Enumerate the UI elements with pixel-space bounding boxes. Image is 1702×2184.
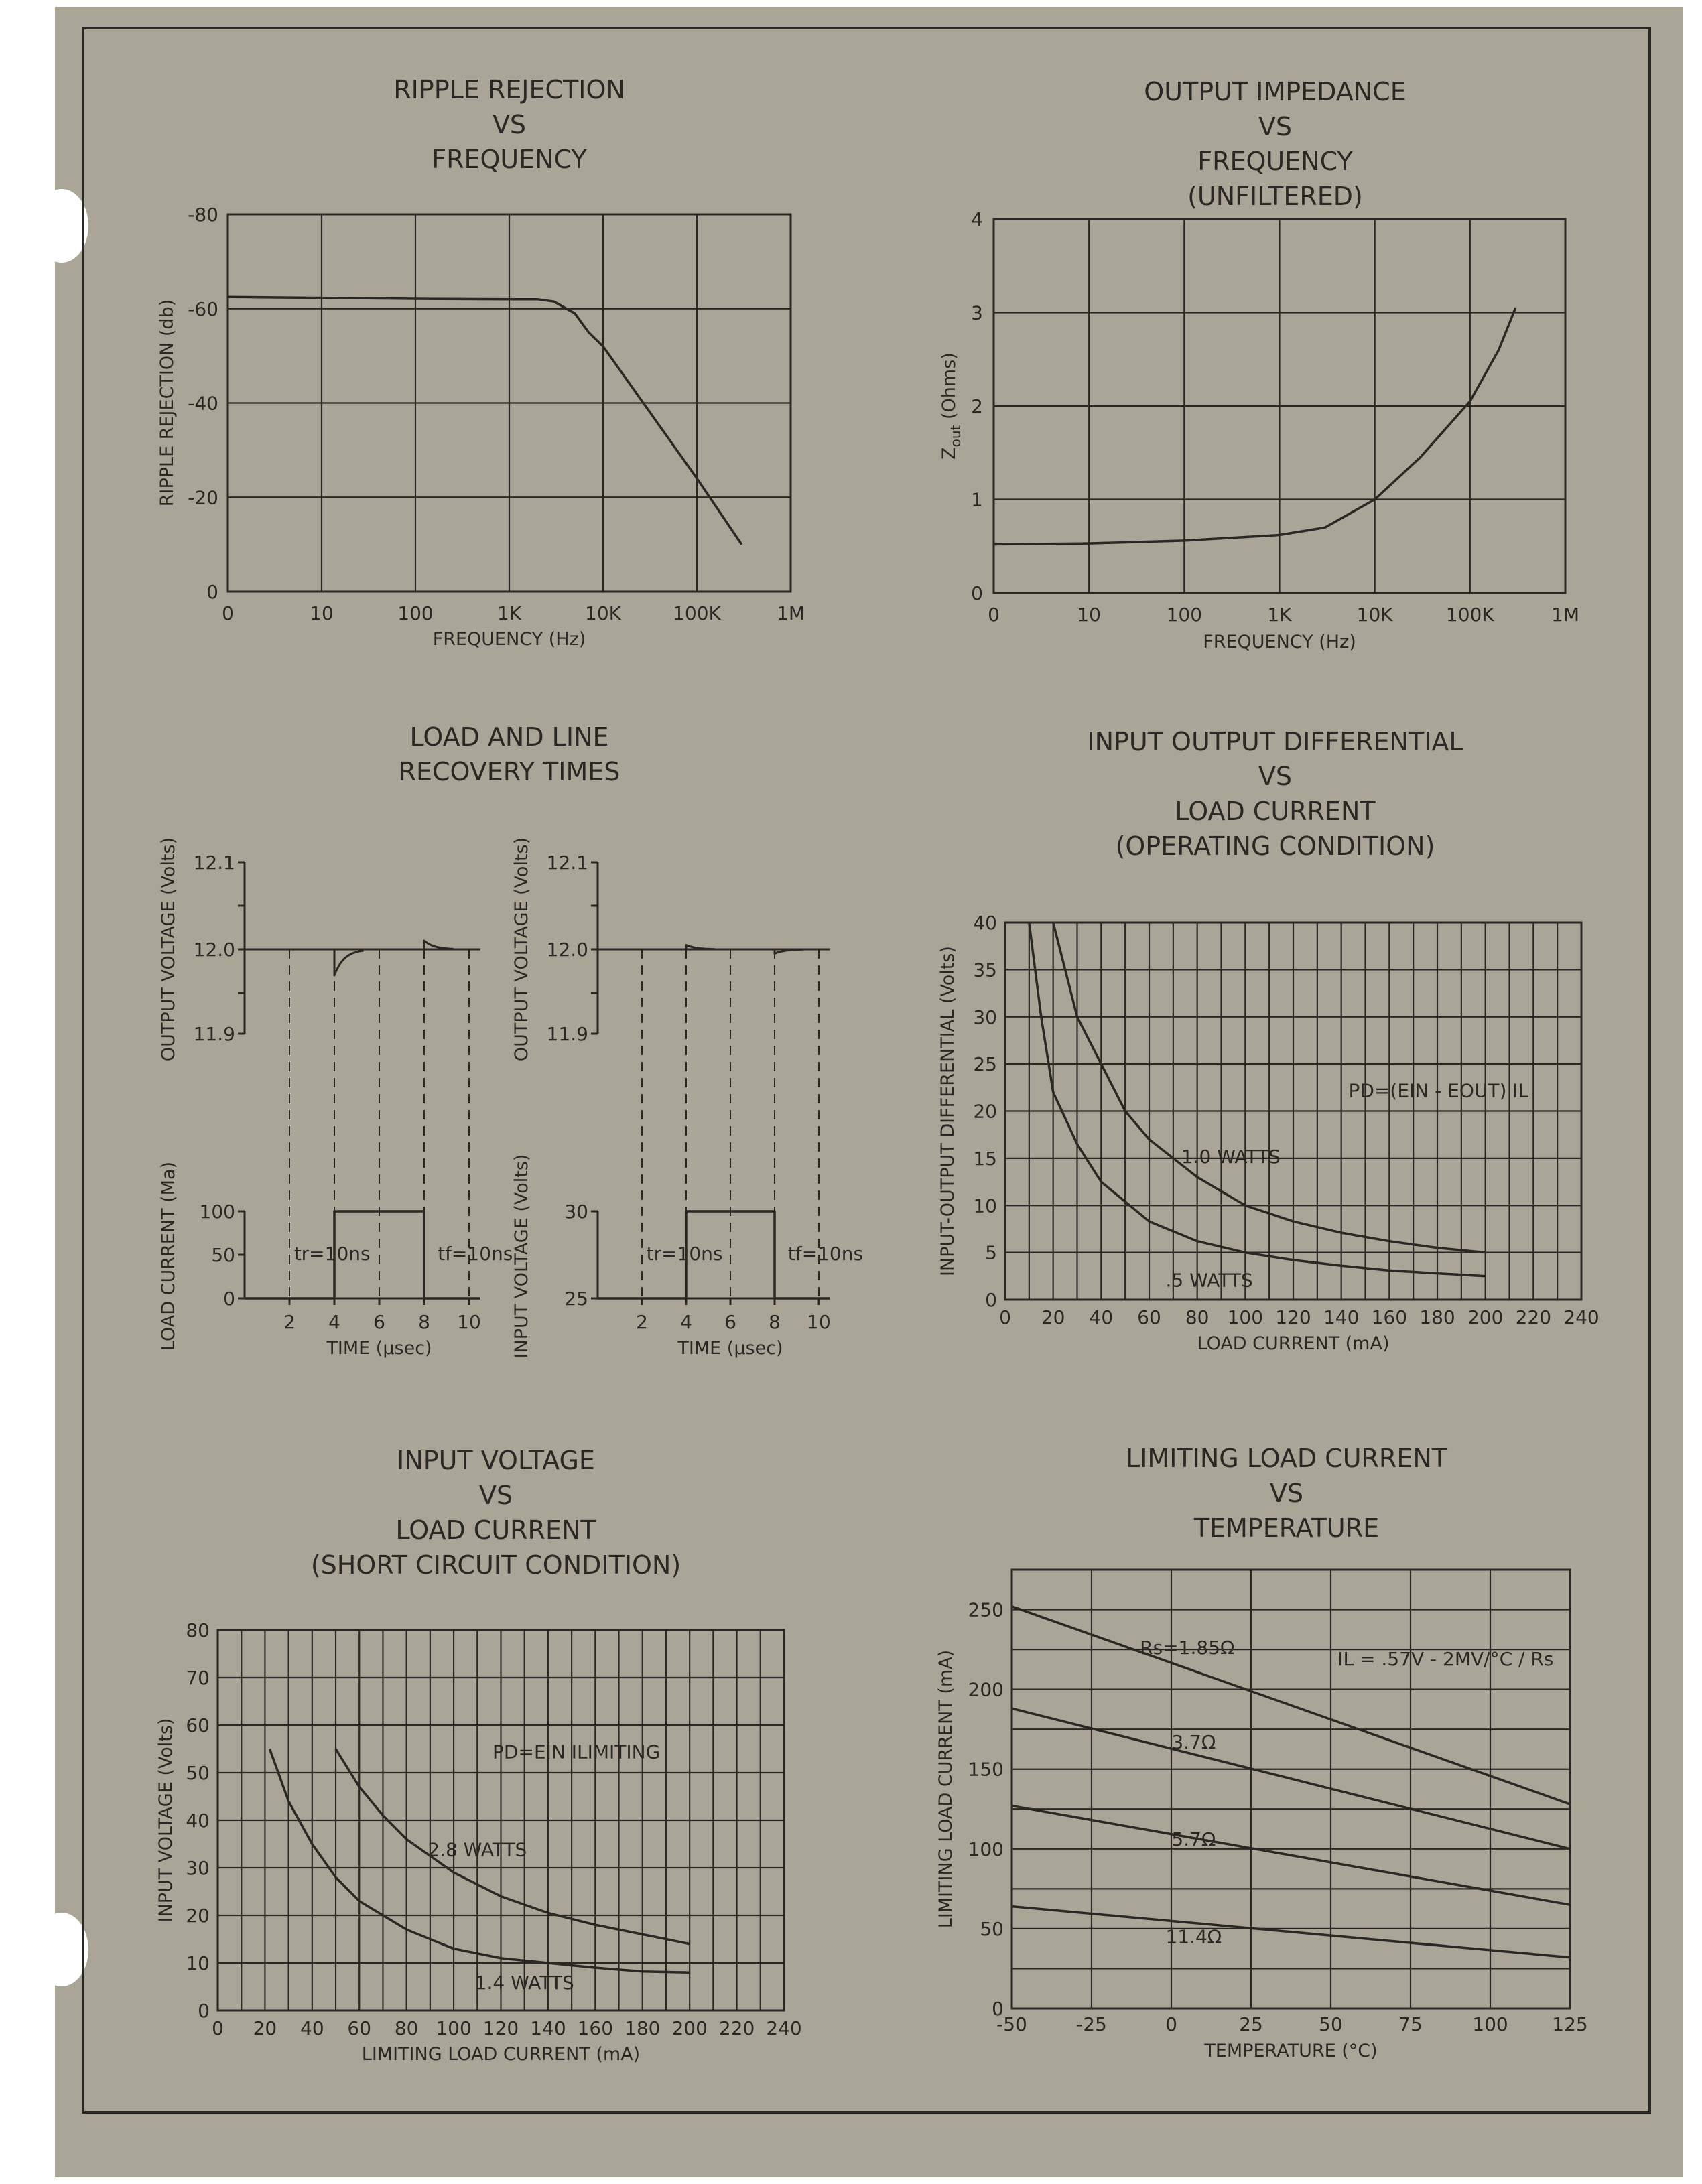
recovery-load-xtick-0: 2 (283, 1311, 296, 1333)
ivlc-xtick-10: 200 (671, 2017, 708, 2039)
llct-series-label-3: 11.4Ω (1165, 1925, 1222, 1948)
iod-title-line-2: LOAD CURRENT (1175, 797, 1376, 826)
ivlc-title-line-1: VS (478, 1481, 513, 1510)
ivlc-ytick-5: 50 (186, 1762, 210, 1784)
recovery-load-transient-rise (334, 949, 364, 975)
iod-ytick-0: 0 (985, 1289, 997, 1311)
llct-ytick-5: 250 (968, 1598, 1004, 1621)
llct-ytick-1: 50 (980, 1917, 1004, 1940)
recovery-load-bottom-ytick-0: 100 (199, 1201, 235, 1223)
zout-ylabel-unit: (Ohms) (939, 352, 960, 425)
recovery-line-bottom-ylabel: INPUT VOLTAGE (Volts) (511, 1154, 532, 1359)
zout-xlabel: FREQUENCY (Hz) (1203, 632, 1356, 653)
iod-xtick-0: 0 (999, 1306, 1011, 1328)
ripple-xtick-3: 1K (497, 602, 522, 624)
llct-xtick-3: 25 (1239, 2013, 1263, 2035)
zout-ytick-3: 3 (971, 301, 983, 324)
recovery-load-xtick-2: 6 (373, 1311, 385, 1333)
llct-ytick-3: 150 (968, 1758, 1004, 1781)
llct-chart (935, 1570, 1588, 2061)
recovery-line-xtick-2: 6 (724, 1311, 736, 1333)
recovery-line-xtick-1: 4 (680, 1311, 692, 1333)
ivlc-series-label-0: 2.8 WATTS (428, 1838, 527, 1861)
iod-formula: PD=(EIN - EOUT) IL (1348, 1079, 1529, 1102)
recovery-load-top-ytick-0: 12.1 (193, 851, 235, 874)
ivlc-ytick-7: 70 (186, 1667, 210, 1689)
ivlc-xtick-7: 140 (530, 2017, 566, 2039)
iod-ytick-4: 20 (973, 1100, 997, 1123)
recovery-load-xtick-4: 10 (457, 1311, 481, 1333)
zout-xtick-5: 100K (1445, 604, 1494, 626)
ivlc-xtick-8: 160 (577, 2017, 614, 2039)
ripple-chart (157, 204, 805, 650)
llct-title-line-1: VS (1269, 1479, 1304, 1508)
llct-series-0 (1012, 1607, 1570, 1804)
ivlc-xlabel: LIMITING LOAD CURRENT (mA) (361, 2044, 641, 2065)
recovery-line-bottom-ytick-0: 30 (564, 1201, 588, 1223)
ivlc-xtick-2: 40 (300, 2017, 324, 2039)
iod-chart (937, 912, 1599, 1354)
zout-ytick-2: 2 (971, 395, 983, 417)
zout-xtick-4: 10K (1356, 604, 1393, 626)
recovery-load-panel (158, 837, 513, 1359)
ripple-xtick-0: 0 (222, 602, 234, 624)
zout-xtick-6: 1M (1551, 604, 1579, 626)
recovery-load-rise-label: tr=10ns (293, 1243, 371, 1265)
zout-ytick-4: 4 (971, 208, 983, 230)
ripple-xtick-4: 10K (585, 602, 621, 624)
ivlc-ytick-2: 20 (186, 1905, 210, 1927)
zout-ylabel-sub: out (947, 425, 964, 448)
iod-xtick-4: 80 (1185, 1306, 1209, 1328)
llct-xtick-7: 125 (1552, 2013, 1588, 2035)
iod-ytick-1: 5 (985, 1241, 997, 1264)
ripple-ytick-1: -20 (188, 486, 218, 509)
ivlc-ytick-1: 10 (186, 1952, 210, 1974)
iod-xtick-11: 220 (1515, 1306, 1552, 1328)
recovery-load-top-ytick-1: 12.0 (193, 939, 235, 961)
ripple-ytick-2: -40 (188, 392, 218, 415)
zout-xtick-2: 100 (1166, 604, 1203, 626)
iod-xtick-12: 240 (1563, 1306, 1599, 1328)
iod-title-line-3: (OPERATING CONDITION) (1115, 831, 1435, 861)
iod-ytick-5: 25 (973, 1053, 997, 1076)
recovery-line-top-ytick-2: 11.9 (546, 1023, 588, 1045)
ivlc-ytick-6: 60 (186, 1714, 210, 1736)
llct-xtick-0: -50 (996, 2013, 1027, 2035)
ivlc-xtick-1: 20 (253, 2017, 277, 2039)
ripple-title-line-2: FREQUENCY (432, 145, 587, 174)
ivlc-ytick-3: 30 (186, 1857, 210, 1879)
zout-xtick-0: 0 (988, 604, 1000, 626)
ripple-xtick-5: 100K (673, 602, 721, 624)
llct-series-label-2: 5.7Ω (1171, 1828, 1216, 1851)
ivlc-xtick-5: 100 (436, 2017, 472, 2039)
ripple-title-line-0: RIPPLE REJECTION (393, 75, 625, 105)
zout-ylabel (939, 352, 964, 460)
ivlc-ytick-8: 80 (186, 1619, 210, 1641)
iod-title-line-1: VS (1258, 762, 1293, 791)
llct-title-line-0: LIMITING LOAD CURRENT (1126, 1444, 1447, 1473)
llct-xtick-4: 50 (1319, 2013, 1343, 2035)
iod-series-label-1: .5 WATTS (1165, 1269, 1253, 1292)
recovery-line-fall-label: tf=10ns (787, 1243, 864, 1265)
recovery-load-fall-label: tf=10ns (438, 1243, 513, 1265)
iod-xtick-1: 20 (1041, 1306, 1065, 1328)
recovery-load-top-ytick-2: 11.9 (193, 1023, 235, 1045)
zout-ytick-1: 1 (971, 488, 983, 511)
iod-xtick-6: 120 (1275, 1306, 1311, 1328)
iod-ylabel: INPUT-OUTPUT DIFFERENTIAL (Volts) (937, 946, 958, 1276)
recovery-load-transient-fall (424, 941, 454, 949)
ivlc-ylabel: INPUT VOLTAGE (Volts) (155, 1718, 176, 1923)
ripple-xlabel: FREQUENCY (Hz) (432, 629, 586, 650)
iod-xtick-7: 140 (1323, 1306, 1360, 1328)
iod-ytick-7: 35 (973, 959, 997, 981)
recovery-load-bottom-ytick-2: 0 (223, 1288, 235, 1310)
llct-xtick-1: -25 (1076, 2013, 1107, 2035)
ripple-ytick-4: -80 (188, 204, 218, 226)
ripple-series-line (228, 297, 742, 544)
zout-xtick-1: 10 (1077, 604, 1101, 626)
iod-xtick-9: 180 (1419, 1306, 1455, 1328)
iod-title-line-0: INPUT OUTPUT DIFFERENTIAL (1087, 727, 1463, 756)
ivlc-title-line-0: INPUT VOLTAGE (397, 1446, 595, 1475)
ivlc-title-line-2: LOAD CURRENT (395, 1515, 596, 1545)
ivlc-xtick-0: 0 (212, 2017, 224, 2039)
ivlc-ytick-0: 0 (198, 2000, 210, 2022)
recovery-load-top-ylabel: OUTPUT VOLTAGE (Volts) (158, 837, 179, 1062)
recovery-line-top-ylabel: OUTPUT VOLTAGE (Volts) (511, 837, 532, 1062)
recovery-line-xtick-0: 2 (636, 1311, 648, 1333)
zout-title-line-3: (UNFILTERED) (1187, 182, 1363, 211)
iod-ytick-6: 30 (973, 1006, 997, 1028)
recovery-line-xtick-4: 10 (807, 1311, 831, 1333)
ivlc-title-line-3: (SHORT CIRCUIT CONDITION) (310, 1550, 681, 1580)
ripple-xtick-2: 100 (397, 602, 434, 624)
recovery-line-xlabel: TIME (μsec) (677, 1338, 783, 1359)
llct-ytick-4: 200 (968, 1678, 1004, 1701)
recovery-line-bottom-ytick-1: 25 (564, 1288, 588, 1310)
recovery-title-line-0: LOAD AND LINE (409, 722, 609, 752)
zout-title-line-0: OUTPUT IMPEDANCE (1144, 77, 1406, 107)
zout-series-line (994, 308, 1516, 545)
ripple-title-line-1: VS (492, 110, 527, 139)
zout-xtick-3: 1K (1267, 604, 1292, 626)
ripple-xtick-1: 10 (310, 602, 334, 624)
llct-series-3 (1012, 1907, 1570, 1958)
llct-xtick-5: 75 (1398, 2013, 1423, 2035)
recovery-line-top-ytick-1: 12.0 (546, 939, 588, 961)
ivlc-xtick-6: 120 (482, 2017, 519, 2039)
recovery-title-line-1: RECOVERY TIMES (398, 757, 620, 787)
recovery-load-xlabel: TIME (μsec) (326, 1338, 432, 1359)
llct-formula: IL = .57V - 2MV/°C / Rs (1337, 1647, 1554, 1670)
ripple-ylabel: RIPPLE REJECTION (db) (157, 299, 178, 507)
iod-xtick-3: 60 (1137, 1306, 1161, 1328)
ivlc-ytick-4: 40 (186, 1810, 210, 1832)
recovery-line-xtick-3: 8 (769, 1311, 781, 1333)
recovery-line-panel (511, 837, 863, 1359)
ivlc-formula: PD=EIN ILIMITING (493, 1741, 661, 1763)
iod-series-label-0: 1.0 WATTS (1181, 1145, 1281, 1168)
iod-xtick-8: 160 (1371, 1306, 1408, 1328)
ripple-ytick-3: -60 (188, 297, 218, 320)
llct-xtick-2: 0 (1165, 2013, 1177, 2035)
recovery-load-bottom-ylabel: LOAD CURRENT (Ma) (158, 1161, 179, 1351)
recovery-load-xtick-3: 8 (418, 1311, 430, 1333)
llct-ylabel: LIMITING LOAD CURRENT (mA) (935, 1649, 956, 1929)
iod-xtick-10: 200 (1467, 1306, 1504, 1328)
llct-xtick-6: 100 (1472, 2013, 1508, 2035)
iod-xtick-2: 40 (1089, 1306, 1114, 1328)
iod-ytick-3: 15 (973, 1147, 997, 1170)
recovery-load-xtick-1: 4 (328, 1311, 340, 1333)
iod-xtick-5: 100 (1227, 1306, 1264, 1328)
ripple-xtick-6: 1M (777, 602, 805, 624)
zout-title-line-2: FREQUENCY (1197, 147, 1353, 176)
ripple-ytick-0: 0 (206, 581, 218, 603)
llct-title-line-2: TEMPERATURE (1193, 1513, 1380, 1543)
iod-ytick-2: 10 (973, 1195, 997, 1217)
llct-ytick-2: 100 (968, 1838, 1004, 1860)
ivlc-chart (155, 1619, 802, 2065)
ivlc-xtick-9: 180 (625, 2017, 661, 2039)
ivlc-xtick-12: 240 (766, 2017, 802, 2039)
zout-ylabel-z: Z (939, 447, 960, 460)
iod-xlabel: LOAD CURRENT (mA) (1197, 1333, 1390, 1354)
ivlc-xtick-11: 220 (718, 2017, 755, 2039)
llct-ytick-0: 0 (992, 1998, 1004, 2020)
llct-xlabel: TEMPERATURE (°C) (1204, 2041, 1378, 2061)
llct-series-label-1: 3.7Ω (1171, 1730, 1216, 1753)
recovery-line-rise-label: tr=10ns (646, 1243, 723, 1265)
llct-series-2 (1012, 1806, 1570, 1905)
ivlc-xtick-3: 60 (347, 2017, 372, 2039)
ivlc-series-1 (270, 1749, 690, 1973)
zout-ytick-0: 0 (971, 582, 983, 604)
ivlc-xtick-4: 80 (394, 2017, 419, 2039)
ivlc-series-label-1: 1.4 WATTS (474, 1972, 574, 1994)
recovery-load-bottom-ytick-1: 50 (211, 1244, 235, 1266)
zout-title-line-1: VS (1258, 112, 1293, 141)
iod-ytick-8: 40 (973, 912, 997, 934)
zout-chart (939, 208, 1579, 653)
recovery-line-top-ytick-0: 12.1 (546, 851, 588, 874)
llct-series-label-0: Rs=1.85Ω (1140, 1637, 1235, 1659)
